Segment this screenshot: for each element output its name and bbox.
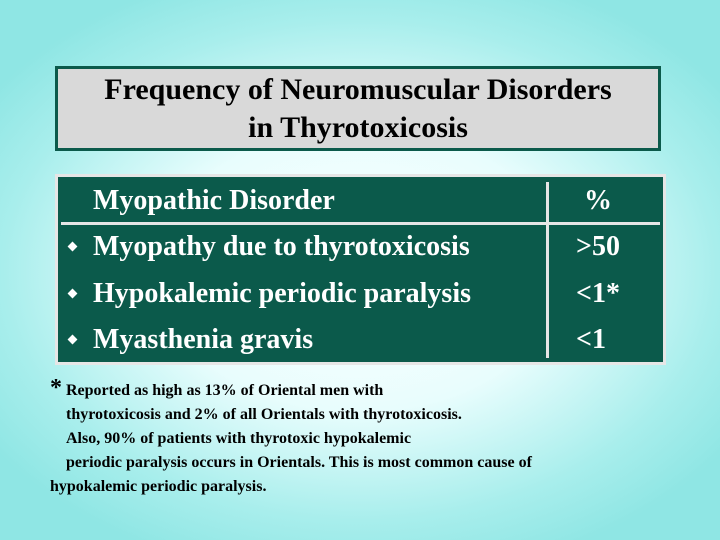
diamond-bullet-icon xyxy=(68,242,78,252)
footnote-line-2: thyrotoxicosis and 2% of all Orientals with thyrotoxicosis. xyxy=(66,406,462,423)
row-disorder: Myasthenia gravis xyxy=(93,324,314,355)
diamond-bullet-icon xyxy=(68,289,78,299)
row-disorder: Myopathy due to thyrotoxicosis xyxy=(93,231,470,262)
header-divider xyxy=(61,222,660,225)
row-percent: >50 xyxy=(576,231,620,262)
footnote-line-1 xyxy=(50,376,690,403)
slide-title-line-2: in Thyrotoxicosis xyxy=(248,110,468,144)
header-percent: % xyxy=(584,185,612,216)
footnote-line-4: periodic paralysis occurs in Orientals. This is most common cause of xyxy=(66,454,532,471)
disorder-frequency-table xyxy=(55,174,666,365)
slide-title xyxy=(55,66,661,151)
row-percent: <1* xyxy=(576,278,620,309)
row-percent: <1 xyxy=(576,324,606,355)
footnote-marker: * xyxy=(50,375,62,401)
footnote-line-5: hypokalemic periodic paralysis. xyxy=(50,478,267,495)
diamond-bullet-icon xyxy=(68,335,78,345)
column-divider xyxy=(546,182,549,358)
footnote xyxy=(50,376,690,499)
footnote-text-1: Reported as high as 13% of Oriental men with xyxy=(62,382,384,399)
row-disorder: Hypokalemic periodic paralysis xyxy=(93,278,471,309)
header-disorder: Myopathic Disorder xyxy=(93,185,335,216)
slide-title-line-1: Frequency of Neuromuscular Disorders xyxy=(104,72,612,106)
footnote-line-3: Also, 90% of patients with thyrotoxic hypokalemic xyxy=(66,430,412,447)
